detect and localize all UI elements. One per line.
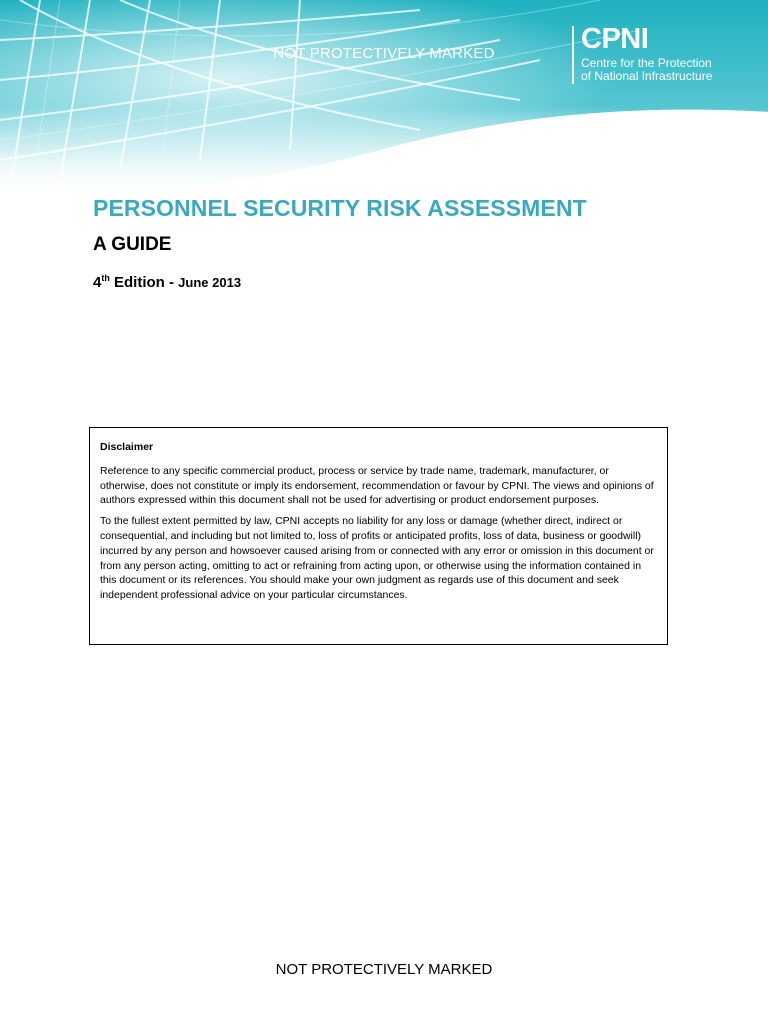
logo-line-2: of National Infrastructure <box>581 69 713 83</box>
disclaimer-heading: Disclaimer <box>100 441 154 453</box>
logo-line-1: Centre for the Protection <box>581 56 712 70</box>
cpni-logo <box>572 24 752 86</box>
logo-divider <box>572 26 574 84</box>
logo-subtitle <box>581 57 712 83</box>
document-subtitle: A GUIDE <box>93 234 172 255</box>
logo-name: CPNI <box>581 23 649 55</box>
disclaimer-paragraph-2: To the fullest extent permitted by law, CPNI accepts no liability for any loss or damage (whether direct, indirect or consequential, and including but not limited to, loss of profits or anticipated profits, loss of data, business or goodwill) incurred by any person and howsoever caused arising from or connected with any error or omission in this document or from any person acting, omitting to act or refraining from acting upon, or otherwise using the information contained in this document or its references. You should make your own judgment as regards use of this document and seek independent professional advice on your particular circumstances. <box>100 515 654 602</box>
edition-suffix: th <box>101 273 110 283</box>
document-edition <box>93 273 241 291</box>
edition-label: Edition - <box>109 274 179 291</box>
edition-number: 4 <box>93 274 102 291</box>
footer-protective-marking: NOT PROTECTIVELY MARKED <box>275 961 493 978</box>
header-protective-marking: NOT PROTECTIVELY MARKED <box>273 45 495 62</box>
document-title: PERSONNEL SECURITY RISK ASSESSMENT <box>93 195 587 221</box>
disclaimer-paragraph-1: Reference to any specific commercial product, process or service by trade name, trademark, manufacturer, or otherwise, does not constitute or imply its endorsement, recommendation or favour by CPNI. The views and opinions of authors expressed within this document shall not be used for advertising or product endorsement purposes. <box>100 464 654 507</box>
disclaimer-box <box>89 427 668 645</box>
edition-date: June 2013 <box>178 275 242 290</box>
